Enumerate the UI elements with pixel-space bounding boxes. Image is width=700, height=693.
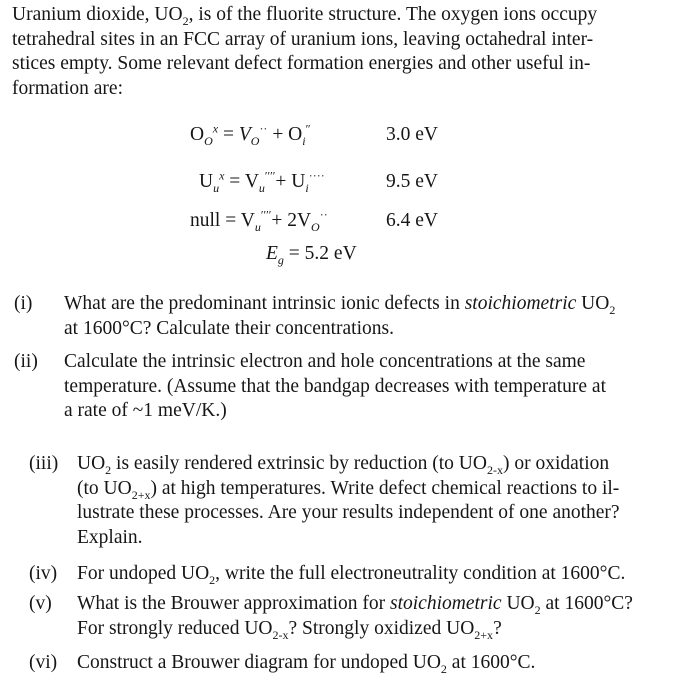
bandgap: $E_g = 5.2$ eV bbox=[266, 243, 357, 267]
reaction-energy: 6.4 eV bbox=[386, 210, 438, 231]
question-number: (ii) bbox=[14, 351, 38, 372]
question-line: For undoped $UO_2$, write the full electroneutrality condition at 1600°C. bbox=[77, 563, 626, 587]
question-line: a rate of ~1 meV/K.) bbox=[64, 400, 227, 421]
question-number: (iii) bbox=[29, 453, 59, 474]
question-line: What is the Brouwer approximation for stoichiometric $UO_2$ at 1600°C? bbox=[77, 593, 633, 617]
question-line: Construct a Brouwer diagram for undoped $UO_2$ at 1600°C. bbox=[77, 652, 536, 676]
question-vi bbox=[29, 651, 685, 676]
question-line: $UO_2$ is easily rendered extrinsic by reduction (to $UO_{2-x}$) or oxidation bbox=[77, 453, 610, 477]
question-text bbox=[77, 562, 685, 587]
question-number: (vi) bbox=[29, 652, 58, 673]
question-line: (to $UO_{2+x}$) at high temperatures. Write defect chemical reactions to il- bbox=[77, 477, 620, 502]
question-iii bbox=[29, 452, 685, 550]
reaction-oxygen-frenkel: $O_O^x = V_O^{\cdot\cdot} + O_i''$ bbox=[190, 121, 311, 148]
question-i bbox=[14, 292, 679, 341]
question-line: at 1600°C? Calculate their concentrations. bbox=[64, 317, 394, 339]
intro-line: stices empty. Some relevant defect formation energies and other useful in- bbox=[12, 53, 591, 74]
intro-line: formation are: bbox=[12, 77, 123, 99]
question-text bbox=[77, 651, 685, 676]
question-iv bbox=[29, 562, 685, 587]
intro-paragraph bbox=[12, 3, 690, 101]
question-line: For strongly reduced $UO_{2-x}$? Strongly oxidized $UO_{2+x}$? bbox=[77, 617, 502, 642]
question-text bbox=[77, 452, 685, 550]
question-line: What are the predominant intrinsic ionic defects in stoichiometric $UO_2$ bbox=[64, 293, 616, 317]
reaction-uranium-frenkel: $U_u^x = V_u''''+ U_i^{\cdot\cdot\cdot\cdot}$ bbox=[199, 168, 325, 195]
question-v bbox=[29, 592, 685, 641]
question-line: Calculate the intrinsic electron and hole concentrations at the same bbox=[64, 351, 586, 372]
question-line: temperature. (Assume that the bandgap decreases with temperature at bbox=[64, 375, 606, 397]
reaction-schottky: null = $V_u''''+ 2V_O^{\cdot\cdot}$ bbox=[190, 207, 328, 234]
question-text bbox=[64, 350, 679, 424]
question-number: (iv) bbox=[29, 563, 58, 584]
reaction-energy: 3.0 eV bbox=[386, 124, 438, 145]
question-line: lustrate these processes. Are your results independent of one another? bbox=[77, 502, 620, 523]
intro-line: tetrahedral sites in an FCC array of uranium ions, leaving octahedral inter- bbox=[12, 28, 594, 50]
question-line: Explain. bbox=[77, 526, 143, 548]
question-text bbox=[64, 292, 679, 341]
question-number: (v) bbox=[29, 593, 52, 614]
question-ii bbox=[14, 350, 679, 424]
reaction-energy: 9.5 eV bbox=[386, 171, 438, 192]
question-text bbox=[77, 592, 685, 641]
question-number: (i) bbox=[14, 293, 33, 314]
intro-line: Uranium dioxide, $UO_2$, is of the fluorite structure. The oxygen ions occupy bbox=[12, 4, 598, 28]
